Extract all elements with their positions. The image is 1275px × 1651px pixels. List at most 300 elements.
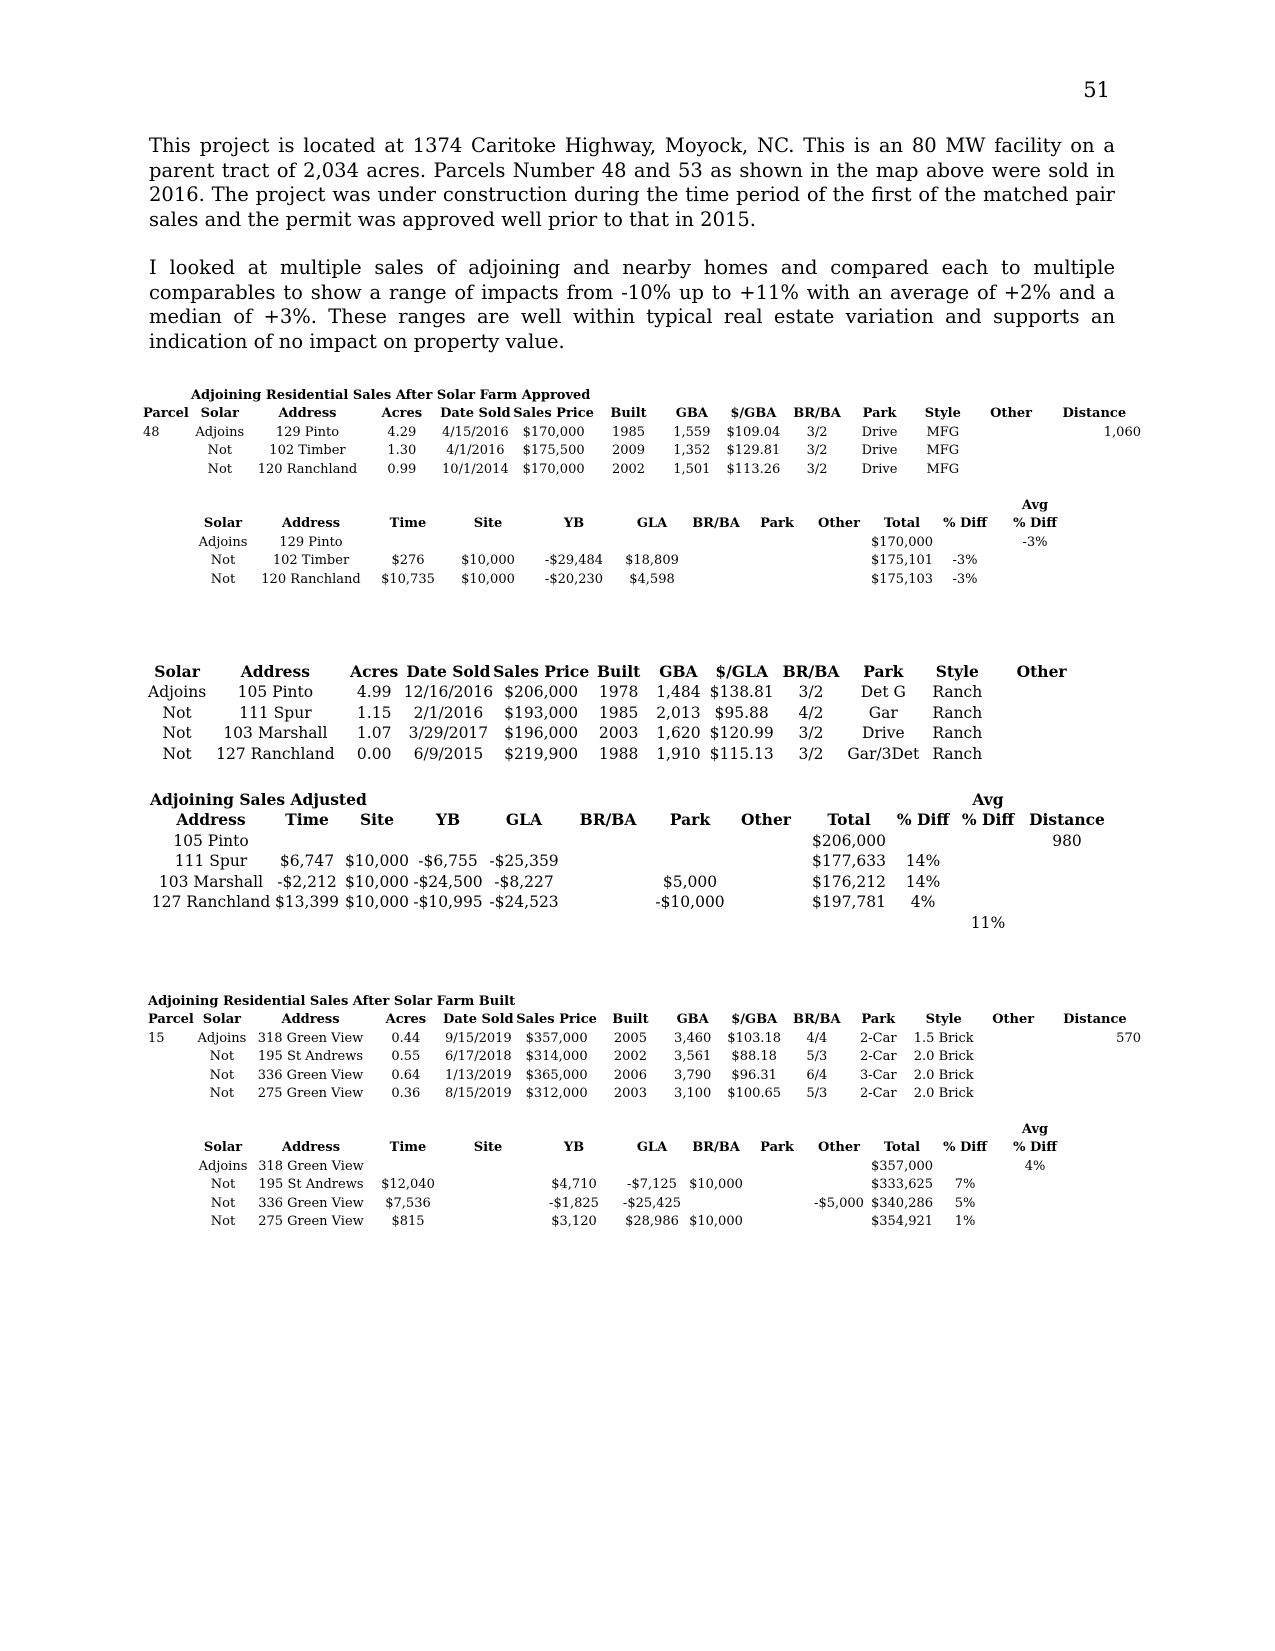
column-header: Solar bbox=[203, 1140, 243, 1155]
table-cell: 2.0 Brick bbox=[913, 1067, 974, 1083]
column-header: BR/BA bbox=[793, 406, 841, 421]
column-header: $/GBA bbox=[730, 406, 777, 421]
table-cell bbox=[952, 829, 1024, 850]
table-cell: Not bbox=[210, 1214, 236, 1229]
table-cell bbox=[978, 1027, 1049, 1046]
column-header: Park bbox=[669, 810, 711, 829]
table-cell: -3% bbox=[952, 553, 978, 568]
column-header: $/GLA bbox=[715, 661, 768, 681]
column-header: Park bbox=[862, 406, 897, 421]
table-cell bbox=[445, 1192, 531, 1211]
table-cell: 2005 bbox=[613, 1030, 647, 1046]
table-cell: 4% bbox=[1024, 1158, 1046, 1174]
table-cell bbox=[1048, 440, 1141, 459]
column-header: YB bbox=[563, 1140, 585, 1155]
table-cell: 980 bbox=[1052, 831, 1082, 850]
table-cell: 570 bbox=[1116, 1030, 1141, 1046]
column-header: Address bbox=[240, 661, 310, 681]
table-cell: Not bbox=[207, 443, 233, 458]
table-sales-adjusted-built bbox=[195, 1118, 1075, 1229]
table-cell: -3% bbox=[952, 571, 978, 587]
table-row bbox=[195, 1211, 1075, 1230]
table-cell bbox=[745, 550, 809, 569]
table-cell bbox=[995, 1192, 1075, 1211]
table-cell: 6/9/2015 bbox=[413, 744, 484, 763]
column-header: Parcel bbox=[148, 1012, 194, 1027]
table-cell: $314,000 bbox=[525, 1049, 588, 1064]
table-cell: 1,484 bbox=[656, 683, 701, 701]
table-cell: -$10,995 bbox=[413, 893, 483, 911]
table-cell: Not bbox=[210, 553, 236, 568]
table-title: Adjoining Sales Adjusted bbox=[150, 789, 367, 809]
table-cell bbox=[809, 1174, 869, 1193]
table-cell: Not bbox=[210, 571, 236, 587]
table-row bbox=[195, 1155, 1075, 1174]
avg-header: Avg bbox=[972, 789, 1004, 809]
table-cell: Drive bbox=[861, 461, 898, 477]
table-cell: Drive bbox=[861, 443, 898, 458]
column-header: BR/BA bbox=[782, 661, 840, 681]
table-cell bbox=[1048, 458, 1141, 477]
table-cell: 4.99 bbox=[356, 683, 392, 701]
table-cell: 336 Green View bbox=[258, 1195, 364, 1211]
table-cell: 2002 bbox=[613, 1049, 647, 1064]
table-cell: $18,809 bbox=[625, 553, 679, 568]
table-row bbox=[195, 1174, 1075, 1193]
table-cell: 3/2 bbox=[798, 724, 824, 742]
column-header: BR/BA bbox=[579, 810, 637, 829]
table-cell: $175,103 bbox=[870, 571, 934, 587]
table-cell: $197,781 bbox=[812, 893, 886, 911]
table-cell bbox=[564, 829, 652, 850]
column-header: GLA bbox=[636, 516, 668, 531]
table-cell: 1.30 bbox=[387, 443, 417, 458]
table-cell bbox=[371, 531, 445, 550]
table-cell: 102 Timber bbox=[269, 443, 346, 458]
table-row bbox=[148, 1027, 1141, 1046]
table-cell: -$10,000 bbox=[655, 893, 725, 911]
table-sales-comparables bbox=[148, 660, 1088, 763]
page-number: 51 bbox=[1083, 78, 1110, 102]
table-cell: $10,000 bbox=[344, 872, 410, 891]
table-cell: 111 Spur bbox=[174, 852, 248, 870]
table-row bbox=[148, 701, 1088, 722]
column-header: YB bbox=[563, 516, 585, 531]
table-row bbox=[143, 421, 1141, 440]
table-cell bbox=[978, 1046, 1049, 1065]
table-cell bbox=[995, 681, 1088, 702]
table-cell: 14% bbox=[905, 852, 941, 870]
table-cell: 1985 bbox=[611, 424, 646, 440]
column-header: Other bbox=[818, 1140, 860, 1155]
table-cell: 2003 bbox=[613, 1086, 647, 1101]
table-cell bbox=[728, 850, 804, 871]
column-header: Park bbox=[863, 661, 904, 681]
table-cell: 105 Pinto bbox=[237, 683, 314, 701]
table-cell: 5/3 bbox=[806, 1086, 828, 1101]
table-cell: $109.04 bbox=[726, 424, 781, 440]
table-cell: $13,399 bbox=[274, 893, 340, 911]
table-cell: 2.0 Brick bbox=[913, 1049, 974, 1064]
table-cell: $354,921 bbox=[870, 1214, 934, 1229]
column-header: Solar bbox=[203, 516, 243, 531]
table-cell bbox=[484, 829, 564, 850]
table-cell: 2003 bbox=[598, 724, 639, 742]
table-cell: $10,000 bbox=[461, 553, 515, 568]
table-cell: 120 Ranchland bbox=[261, 571, 361, 587]
table-cell: 3/2 bbox=[806, 424, 828, 440]
column-header: GBA bbox=[675, 406, 708, 421]
column-header: Address bbox=[281, 1140, 341, 1155]
table-cell bbox=[995, 1211, 1075, 1230]
table-cell: 127 Ranchland bbox=[216, 744, 335, 763]
table-cell: 318 Green View bbox=[257, 1030, 364, 1046]
table-cell: Drive bbox=[861, 424, 898, 440]
column-header: % Diff bbox=[943, 516, 987, 531]
column-header: Parcel bbox=[143, 406, 189, 421]
table-cell bbox=[974, 440, 1047, 459]
table-cell: $3,120 bbox=[551, 1214, 597, 1229]
table-cell bbox=[445, 1155, 531, 1174]
table-cell: -$8,227 bbox=[494, 872, 554, 891]
table-cell bbox=[809, 531, 869, 550]
table-cell: 1,501 bbox=[673, 461, 711, 477]
table-cell: 0.99 bbox=[387, 461, 417, 477]
table-cell bbox=[952, 870, 1024, 891]
table-cell: 6/17/2018 bbox=[445, 1049, 512, 1064]
table-cell bbox=[745, 1211, 809, 1230]
table-cell bbox=[935, 531, 995, 550]
table-cell bbox=[272, 829, 342, 850]
table-cell: 195 St Andrews bbox=[258, 1049, 364, 1064]
table-cell bbox=[995, 742, 1088, 763]
table-cell bbox=[531, 1155, 617, 1174]
column-header: BR/BA bbox=[692, 516, 740, 531]
table-row bbox=[195, 568, 1075, 587]
table-cell: -$29,484 bbox=[544, 553, 604, 568]
table-cell: $10,000 bbox=[344, 852, 410, 870]
column-header: % Diff bbox=[1013, 1140, 1057, 1155]
table-cell: $10,000 bbox=[461, 571, 515, 587]
table-cell bbox=[687, 1155, 745, 1174]
table-cell: Not bbox=[162, 724, 192, 742]
table-cell: $138.81 bbox=[709, 683, 774, 701]
column-header: Style bbox=[935, 661, 979, 681]
table-cell: Ranch bbox=[932, 724, 983, 742]
table-cell: $365,000 bbox=[525, 1067, 588, 1083]
table-row bbox=[150, 870, 1110, 891]
column-header: Distance bbox=[1063, 1012, 1127, 1027]
paragraph-analysis-summary: I looked at multiple sales of adjoining and nearby homes and compared each to multiple comparables to show a range of impacts from -10% up to +11% with an average of +2% and a median of +3%. These ranges are well within typical real estate variation and supports an indication of no impact on property value. bbox=[149, 256, 1115, 353]
table-cell: Ranch bbox=[932, 683, 983, 701]
table-cell: Not bbox=[209, 1049, 235, 1064]
table-cell bbox=[952, 850, 1024, 871]
table-cell: 2/1/2016 bbox=[413, 703, 484, 722]
table-cell bbox=[652, 850, 728, 871]
table-row bbox=[148, 722, 1088, 743]
column-header: Address bbox=[281, 516, 341, 531]
table-cell: 5% bbox=[954, 1195, 976, 1211]
table-row bbox=[195, 1192, 1075, 1211]
table-cell: 1,559 bbox=[673, 424, 711, 440]
table-cell: 1% bbox=[954, 1214, 976, 1229]
table-cell: $175,500 bbox=[522, 443, 585, 458]
table-cell: $12,040 bbox=[381, 1177, 435, 1192]
table-cell: 102 Timber bbox=[272, 553, 350, 568]
table-cell bbox=[564, 850, 652, 871]
table-cell: 2-Car bbox=[859, 1030, 897, 1046]
table-cell: $357,000 bbox=[870, 1158, 934, 1174]
table-cell bbox=[445, 1174, 531, 1193]
avg-header: Avg bbox=[1021, 497, 1049, 513]
table-cell: Ranch bbox=[932, 703, 983, 722]
table-cell: $88.18 bbox=[731, 1049, 777, 1064]
table-cell bbox=[1049, 1064, 1141, 1083]
table-cell: 275 Green View bbox=[257, 1086, 364, 1101]
table-sales-after-approved bbox=[143, 384, 1141, 477]
table-cell: Ranch bbox=[932, 744, 983, 763]
table-cell: $10,000 bbox=[689, 1214, 743, 1229]
table-cell: 3,790 bbox=[674, 1067, 712, 1083]
table-cell: Adjoins bbox=[195, 424, 245, 440]
column-header: Distance bbox=[1029, 810, 1105, 829]
table-cell: -$7,125 bbox=[627, 1177, 677, 1192]
table-cell: $28,986 bbox=[625, 1214, 679, 1229]
table-cell: 2-Car bbox=[859, 1049, 897, 1064]
table-cell bbox=[809, 1211, 869, 1230]
table-cell: Not bbox=[209, 1067, 235, 1083]
column-header: Distance bbox=[1062, 406, 1127, 421]
table-cell: 111 Spur bbox=[239, 703, 312, 722]
table-cell bbox=[745, 531, 809, 550]
table-cell: $115.13 bbox=[709, 744, 774, 763]
table-cell: $103.18 bbox=[727, 1030, 782, 1046]
column-header: Park bbox=[861, 1012, 896, 1027]
table-cell: 9/15/2019 bbox=[445, 1030, 512, 1046]
table-cell: $219,900 bbox=[504, 744, 579, 763]
table-cell: 10/1/2014 bbox=[442, 461, 509, 477]
column-header: BR/BA bbox=[793, 1012, 841, 1027]
table-cell: 48 bbox=[143, 424, 160, 440]
column-header: Built bbox=[612, 1012, 649, 1027]
table-cell: Adjoins bbox=[198, 1158, 248, 1174]
table-cell: MFG bbox=[926, 443, 960, 458]
table-cell: 2-Car bbox=[859, 1086, 897, 1101]
table-cell: 129 Pinto bbox=[275, 424, 340, 440]
table-cell bbox=[148, 1083, 194, 1102]
table-cell: 127 Ranchland bbox=[151, 893, 271, 911]
table-cell: 8/15/2019 bbox=[445, 1086, 512, 1101]
table-cell: 105 Pinto bbox=[173, 831, 249, 850]
column-header: Style bbox=[924, 406, 961, 421]
table-row bbox=[195, 531, 1075, 550]
table-row bbox=[150, 829, 1110, 850]
table-row bbox=[143, 458, 1141, 477]
table-cell: 14% bbox=[905, 872, 941, 891]
table-cell: Adjoins bbox=[197, 1030, 247, 1046]
table-cell: 120 Ranchland bbox=[257, 461, 358, 477]
table-cell bbox=[995, 701, 1088, 722]
column-header: % Diff bbox=[943, 1140, 987, 1155]
table-cell: $4,710 bbox=[551, 1177, 597, 1192]
table-row bbox=[150, 891, 1110, 912]
table-cell: 2,013 bbox=[656, 703, 701, 722]
table-cell: 0.00 bbox=[356, 744, 392, 763]
table-cell: 12/16/2016 bbox=[403, 683, 494, 701]
table-cell bbox=[978, 1083, 1049, 1102]
table-cell: -$25,359 bbox=[489, 852, 559, 870]
table-cell bbox=[148, 1046, 194, 1065]
table-adjoining-sales-adjusted bbox=[150, 788, 1110, 932]
table-row bbox=[143, 440, 1141, 459]
table-cell bbox=[1024, 891, 1110, 912]
table-row bbox=[148, 742, 1088, 763]
table-cell bbox=[809, 568, 869, 587]
table-title: Adjoining Residential Sales After Solar Farm Built bbox=[148, 993, 516, 1009]
column-header: Time bbox=[389, 516, 427, 531]
table-cell: 4/4 bbox=[806, 1030, 828, 1046]
column-header: Solar bbox=[154, 661, 200, 681]
table-cell: 4% bbox=[910, 893, 936, 911]
table-cell: 3-Car bbox=[859, 1067, 897, 1083]
avg-header: Avg bbox=[1021, 1121, 1049, 1137]
table-cell: Gar/3Det bbox=[847, 744, 920, 763]
table-cell: 4.29 bbox=[387, 424, 417, 440]
table-cell: $177,633 bbox=[812, 852, 886, 870]
column-header: Site bbox=[359, 810, 395, 829]
table-cell: 4/1/2016 bbox=[446, 443, 505, 458]
table-cell: 0.64 bbox=[391, 1067, 421, 1083]
table-cell bbox=[687, 531, 745, 550]
table-cell: 1988 bbox=[598, 744, 639, 763]
table-cell: -$20,230 bbox=[544, 571, 604, 587]
table-cell bbox=[1049, 1046, 1141, 1065]
table-cell: Gar bbox=[868, 703, 898, 722]
table-row bbox=[150, 850, 1110, 871]
table-cell bbox=[564, 891, 652, 912]
table-cell: 1/13/2019 bbox=[445, 1067, 512, 1083]
column-header: Other bbox=[1016, 661, 1067, 681]
table-cell bbox=[687, 550, 745, 569]
table-cell: 2009 bbox=[611, 443, 646, 458]
table-cell: $176,212 bbox=[812, 872, 886, 891]
table-cell: $5,000 bbox=[662, 872, 718, 891]
table-cell: 3/29/2017 bbox=[408, 724, 489, 742]
table-cell: 0.36 bbox=[391, 1086, 421, 1101]
table-cell bbox=[995, 722, 1088, 743]
column-header: Park bbox=[760, 516, 794, 531]
column-header: Address bbox=[281, 1012, 340, 1027]
table-cell: $113.26 bbox=[726, 461, 781, 477]
table-row bbox=[195, 550, 1075, 569]
column-header: Acres bbox=[381, 406, 423, 421]
table-cell bbox=[952, 891, 1024, 912]
column-header: Solar bbox=[200, 406, 239, 421]
table-cell bbox=[978, 1064, 1049, 1083]
table-cell bbox=[687, 568, 745, 587]
table-cell bbox=[1024, 870, 1110, 891]
column-header: Other bbox=[818, 516, 860, 531]
table-cell bbox=[445, 1211, 531, 1230]
table-cell: 3/2 bbox=[798, 683, 824, 701]
table-cell: $312,000 bbox=[525, 1086, 588, 1101]
table-cell: 0.44 bbox=[391, 1030, 421, 1046]
table-cell bbox=[617, 1155, 687, 1174]
column-header: % Diff bbox=[1013, 516, 1057, 531]
column-header: Built bbox=[610, 406, 647, 421]
table-cell: 2.0 Brick bbox=[913, 1086, 974, 1101]
table-cell: $206,000 bbox=[504, 683, 579, 701]
table-row bbox=[148, 681, 1088, 702]
column-header: $/GBA bbox=[731, 1012, 778, 1027]
table-cell: -$25,425 bbox=[622, 1195, 682, 1211]
table-cell: $340,286 bbox=[870, 1195, 934, 1211]
table-cell: Adjoins bbox=[198, 534, 248, 550]
table-cell bbox=[745, 1192, 809, 1211]
table-cell: 129 Pinto bbox=[279, 534, 343, 550]
table-cell: 1.15 bbox=[356, 703, 392, 722]
column-header: Sales Price bbox=[516, 1012, 597, 1027]
table-cell: -$1,825 bbox=[549, 1195, 599, 1211]
table-cell bbox=[935, 1155, 995, 1174]
table-cell bbox=[687, 1192, 745, 1211]
column-header: Date Sold bbox=[440, 406, 511, 421]
paragraph-project-description: This project is located at 1374 Caritoke Highway, Moyock, NC. This is an 80 MW facility on a parent tract of 2,034 acres. Parcels Number 48 and 53 as shown in the map above were sold in 2016. The project was under construction during the time period of the first of the matched pair sales and the permit was approved well prior to that in 2015. bbox=[149, 134, 1115, 231]
table-cell bbox=[143, 458, 191, 477]
table-cell: 3,561 bbox=[674, 1049, 712, 1064]
table-cell: 2002 bbox=[611, 461, 646, 477]
table-cell: 5/3 bbox=[806, 1049, 828, 1064]
table-cell: Not bbox=[162, 744, 192, 763]
table-cell bbox=[371, 1155, 445, 1174]
table-cell bbox=[143, 440, 191, 459]
column-header: Style bbox=[925, 1012, 962, 1027]
column-header: % Diff bbox=[961, 810, 1015, 829]
table-cell: $175,101 bbox=[870, 553, 934, 568]
table-sales-adjusted-approved bbox=[195, 494, 1075, 587]
table-cell bbox=[531, 531, 617, 550]
table-cell: $170,000 bbox=[870, 534, 934, 550]
table-cell bbox=[728, 891, 804, 912]
column-header: Address bbox=[278, 406, 337, 421]
table-cell: $170,000 bbox=[522, 424, 585, 440]
table-cell: MFG bbox=[926, 461, 960, 477]
column-header: Time bbox=[285, 810, 329, 829]
table-cell: 1,620 bbox=[656, 724, 701, 742]
table-cell bbox=[1024, 850, 1110, 871]
table-cell bbox=[745, 1174, 809, 1193]
table-cell bbox=[995, 568, 1075, 587]
table-cell bbox=[728, 870, 804, 891]
column-header: Address bbox=[176, 810, 246, 829]
table-cell: 15 bbox=[148, 1030, 165, 1046]
column-header: Sales Price bbox=[513, 406, 594, 421]
table-cell: Not bbox=[210, 1177, 236, 1192]
table-cell: 0.55 bbox=[391, 1049, 421, 1064]
column-header: GBA bbox=[659, 661, 698, 681]
table-cell bbox=[745, 568, 809, 587]
table-cell bbox=[445, 531, 531, 550]
table-cell: 3/2 bbox=[806, 461, 828, 477]
table-cell: 3,460 bbox=[674, 1030, 712, 1046]
table-cell: $10,000 bbox=[344, 893, 410, 911]
table-cell: $170,000 bbox=[522, 461, 585, 477]
table-cell: 7% bbox=[954, 1177, 976, 1192]
table-cell: $129.81 bbox=[726, 443, 781, 458]
table-cell: $357,000 bbox=[525, 1030, 588, 1046]
table-row bbox=[148, 1083, 1141, 1102]
table-cell: $7,536 bbox=[385, 1195, 431, 1211]
